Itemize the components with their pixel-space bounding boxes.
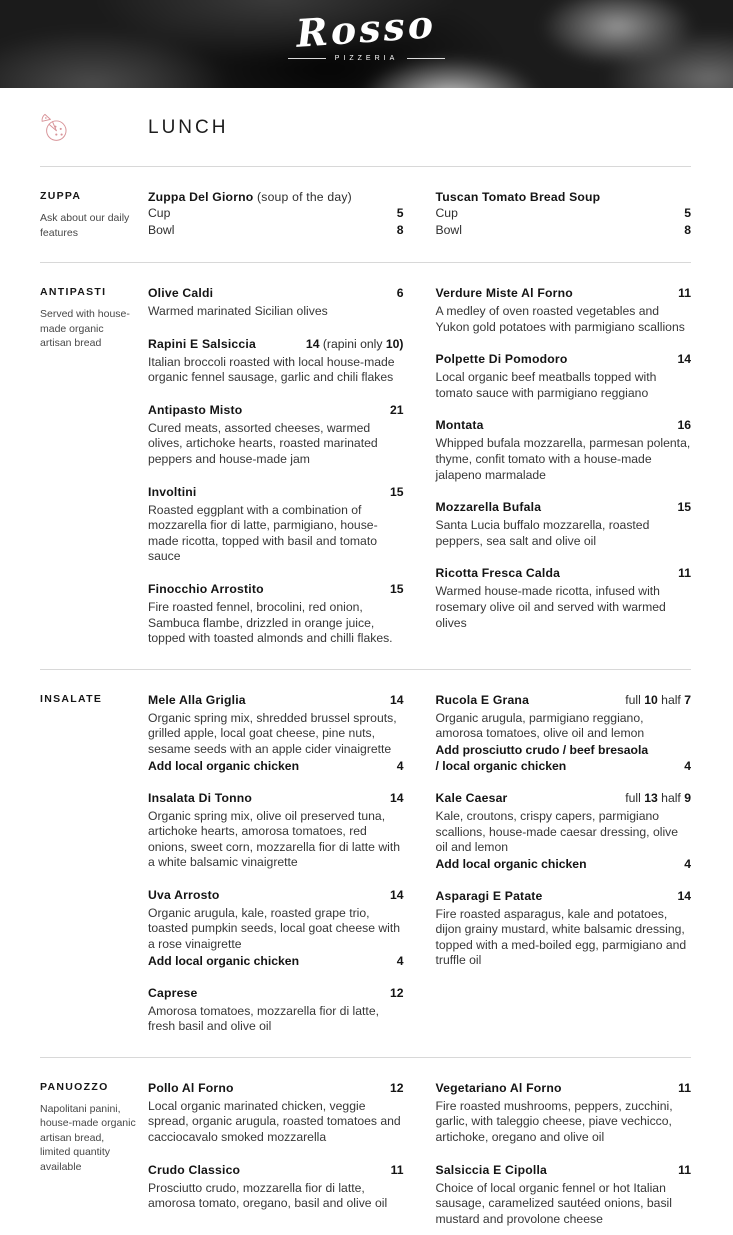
menu-item	[436, 791, 692, 872]
section-label: INSALATE	[40, 692, 103, 705]
item-price: 14	[389, 887, 404, 902]
item-price: 11	[678, 1080, 691, 1095]
item-description: Choice of local organic fennel or hot Italian sausage, caramelized sautéed onions, basil mustard and provolone cheese	[435, 1180, 672, 1226]
item-price: full 10 half 7	[625, 692, 691, 707]
brand-logo-subtitle-row	[0, 55, 733, 62]
logo-rule-right	[407, 58, 445, 59]
menu-item	[436, 566, 692, 631]
section-sidebar	[40, 1081, 148, 1228]
item-header	[436, 1163, 692, 1177]
item-price: 11	[678, 1162, 691, 1177]
pizza-icon	[40, 112, 70, 144]
item-header	[148, 693, 404, 707]
item-header	[148, 986, 404, 1000]
item-header	[436, 889, 692, 903]
item-price: 11	[678, 566, 691, 581]
logo-rule-left	[288, 58, 326, 59]
menu-item	[436, 1081, 692, 1146]
item-name: Kale Caesar	[435, 790, 508, 805]
menu-item	[148, 190, 404, 238]
item-name: Asparagi E Patate	[435, 888, 543, 903]
item-price: 6	[396, 286, 404, 300]
item-price: 16	[677, 418, 691, 433]
item-addon-row	[148, 953, 404, 969]
brand-logo-subtitle: PIZZERIA	[334, 55, 399, 62]
menu-column	[436, 1081, 692, 1228]
item-addon-row	[148, 758, 404, 774]
item-description: Organic spring mix, olive oil preserved tuna, artichoke hearts, amorosa tomatoes, red onions, sweet corn, mozzarella fior di latte with a white balsamic vinaigrette	[148, 808, 400, 870]
menu-item	[148, 1081, 404, 1146]
addon-label: / local organic chicken	[435, 758, 567, 773]
item-header	[148, 1081, 404, 1095]
addon-label: Add local organic chicken	[148, 953, 300, 968]
item-name: Ricotta Fresca Calda	[435, 566, 561, 581]
item-price: 14	[389, 790, 404, 805]
menu-item	[148, 403, 404, 468]
menu-section	[40, 262, 691, 669]
menu-section	[40, 166, 691, 262]
item-description: Organic spring mix, shredded brussel sprouts, grilled apple, local goat cheese, pine nuts, sesame seeds with an apple cider vinaigrette	[148, 710, 397, 756]
option-label: Bowl	[435, 223, 462, 237]
option-label: Cup	[148, 206, 171, 220]
item-description: Santa Lucia buffalo mozzarella, roasted peppers, sea salt and olive oil	[435, 518, 650, 548]
item-name: Polpette Di Pomodoro	[435, 352, 568, 367]
item-name: Tuscan Tomato Bread Soup	[435, 190, 601, 204]
menu-item	[148, 986, 404, 1035]
item-price: 14	[389, 692, 404, 707]
item-description: Kale, croutons, crispy capers, parmigiano scallions, house-made caesar dressing, olive oil and lemon	[435, 808, 679, 855]
menu-column	[436, 286, 692, 647]
menu-item	[148, 286, 404, 320]
item-header	[148, 190, 404, 204]
section-label: ANTIPASTI	[40, 286, 107, 298]
item-header	[148, 403, 404, 417]
addon-label: Add prosciutto crudo / beef bresaola	[435, 742, 649, 757]
item-description: Italian broccoli roasted with local house-made organic fennel sausage, garlic and chili flakes	[148, 354, 395, 385]
menu-sections	[0, 166, 733, 1235]
item-price: 12	[389, 1080, 404, 1095]
menu-item	[148, 888, 404, 969]
item-header	[436, 693, 692, 707]
addon-price: 4	[684, 856, 691, 871]
addon-price: 4	[684, 758, 691, 773]
item-description: A medley of oven roasted vegetables and Yukon gold potatoes with parmigiano scallions	[435, 304, 685, 334]
option-label: Bowl	[148, 223, 175, 237]
item-name: Olive Caldi	[148, 286, 214, 300]
item-description: Organic arugula, parmigiano reggiano, amorosa tomatoes, olive oil and lemon	[435, 710, 645, 741]
title-row	[0, 88, 733, 166]
item-name-suffix: (soup of the day)	[253, 190, 352, 204]
item-name: Finocchio Arrostito	[148, 581, 264, 596]
item-header	[148, 1163, 404, 1177]
menu-item	[148, 791, 404, 871]
item-name: Uva Arrosto	[148, 887, 220, 902]
menu-item	[148, 337, 404, 386]
item-name: Rapini E Salsiccia	[148, 336, 256, 351]
item-name: Mozzarella Bufala	[435, 500, 542, 515]
menu-item	[436, 190, 692, 238]
item-name: Zuppa Del Giorno (soup of the day)	[148, 190, 352, 204]
section-sidebar	[40, 190, 148, 240]
brand-logo	[0, 1, 733, 62]
item-price: 14 (rapini only 10)	[305, 336, 404, 351]
item-header	[436, 190, 692, 204]
addon-label: Add local organic chicken	[148, 758, 300, 773]
item-header	[436, 418, 692, 432]
item-description: Fire roasted fennel, brocolini, red onion, Sambuca flambe, drizzled in orange juice, topped with toasted almonds and chilli flakes.	[148, 599, 393, 646]
item-name: Montata	[435, 418, 484, 433]
item-price: 11	[390, 1162, 404, 1177]
item-name: Vegetariano Al Forno	[435, 1080, 562, 1095]
item-name: Involtini	[148, 484, 197, 499]
menu-item	[436, 693, 692, 774]
menu-column	[436, 693, 692, 1035]
menu-item	[436, 1163, 692, 1228]
addon-price: 4	[396, 953, 404, 968]
section-note: Ask about our daily features	[40, 212, 130, 239]
item-addon-row	[436, 758, 692, 774]
item-name: Caprese	[148, 985, 198, 1000]
item-header	[436, 352, 692, 366]
menu-section	[40, 669, 691, 1057]
menu-column	[148, 1081, 404, 1228]
item-addon-row	[436, 742, 692, 758]
menu-item	[148, 1163, 404, 1212]
page-title: LUNCH	[148, 117, 229, 138]
menu-column	[148, 693, 404, 1035]
item-header	[436, 791, 692, 805]
option-price: 5	[684, 206, 691, 220]
menu-item	[436, 286, 692, 335]
item-price: full 13 half 9	[625, 790, 691, 805]
menu-column	[148, 286, 404, 647]
item-header	[148, 888, 404, 902]
item-description: Organic arugula, kale, roasted grape trio, toasted pumpkin seeds, local goat cheese with a rose vinaigrette	[148, 905, 401, 952]
section-sidebar	[40, 286, 148, 647]
addon-label: Add local organic chicken	[435, 856, 587, 871]
section-label: ZUPPA	[40, 190, 82, 202]
header-photo	[0, 0, 733, 88]
section-sidebar	[40, 693, 148, 1035]
option-price: 8	[684, 223, 691, 237]
item-description: Warmed marinated Sicilian olives	[148, 304, 328, 318]
item-price: 15	[677, 500, 691, 515]
item-description: Local organic marinated chicken, veggie spread, organic arugula, roasted tomatoes and cacciocavalo smoked mozzarella	[148, 1098, 401, 1145]
item-description: Prosciutto crudo, mozzarella fior di latte, amorosa tomato, oregano, basil and olive oil	[148, 1180, 388, 1211]
item-description: Warmed house-made ricotta, infused with rosemary olive oil and served with warmed olives	[435, 584, 666, 630]
item-name: Crudo Classico	[148, 1162, 241, 1177]
item-header	[148, 791, 404, 805]
item-price: 15	[389, 581, 404, 596]
item-price: 21	[389, 402, 404, 417]
item-name: Insalata Di Tonno	[148, 790, 253, 805]
menu-item	[436, 500, 692, 549]
item-price: 15	[389, 484, 404, 499]
item-option-row	[148, 222, 404, 238]
option-label: Cup	[435, 206, 458, 220]
menu-item	[436, 418, 692, 483]
option-price: 5	[396, 206, 404, 220]
menu-item	[148, 693, 404, 774]
menu-item	[148, 485, 404, 565]
item-header	[148, 582, 404, 596]
addon-price: 4	[396, 758, 404, 773]
item-name: Rucola E Grana	[435, 692, 530, 707]
item-price: 12	[389, 985, 404, 1000]
item-description: Cured meats, assorted cheeses, warmed olives, artichoke hearts, roasted marinated peppers and house-made jam	[148, 420, 378, 466]
item-header	[436, 500, 692, 514]
item-option-row	[436, 222, 692, 238]
section-note: Napolitani panini, house-made organic artisan bread, limited quantity available	[40, 1102, 136, 1173]
item-description: Local organic beef meatballs topped with tomato sauce with parmigiano reggiano	[435, 370, 657, 400]
option-price: 8	[396, 223, 404, 237]
item-price: 14	[677, 888, 691, 903]
item-name: Pollo Al Forno	[148, 1080, 234, 1095]
item-header	[148, 485, 404, 499]
section-label: PANUOZZO	[40, 1080, 109, 1093]
item-addon-row	[436, 856, 692, 872]
item-header	[148, 337, 404, 351]
menu-item	[436, 889, 692, 969]
menu-column	[436, 190, 692, 240]
menu-section	[40, 1057, 691, 1235]
item-description: Amorosa tomatoes, mozzarella fior di latte, fresh basil and olive oil	[148, 1003, 379, 1034]
item-header	[436, 1081, 692, 1095]
item-description: Fire roasted mushrooms, peppers, zucchini, garlic, with taleggio cheese, piave vechicco, artichoke, oregano and olive oil	[435, 1098, 673, 1145]
item-name: Antipasto Misto	[148, 402, 243, 417]
item-header	[436, 286, 692, 300]
item-description: Fire roasted asparagus, kale and potatoes, dijon grainy mustard, white balsamic dressing, topped with a med-boiled egg, parmigiano and truffle oil	[435, 906, 687, 968]
menu-item	[148, 582, 404, 647]
item-price: 11	[678, 286, 691, 300]
item-option-row	[436, 205, 692, 221]
section-note: Served with house-made organic artisan bread	[40, 308, 130, 349]
item-price: 14	[677, 352, 691, 367]
menu-item	[436, 352, 692, 401]
item-name: Salsiccia E Cipolla	[435, 1162, 548, 1177]
item-description: Roasted eggplant with a combination of mozzarella fior di latte, parmigiano, house-made ricotta, topped with basil and tomato sauce	[148, 502, 378, 564]
item-header	[148, 286, 404, 300]
menu-column	[148, 190, 404, 240]
item-option-row	[148, 205, 404, 221]
item-header	[436, 566, 692, 580]
item-name: Mele Alla Griglia	[148, 692, 246, 707]
item-name: Verdure Miste Al Forno	[435, 286, 573, 300]
item-description: Whipped bufala mozzarella, parmesan polenta, thyme, confit tomato with a house-made jalapeno marmalade	[435, 436, 691, 482]
brand-logo-text: Rosso	[295, 1, 438, 56]
